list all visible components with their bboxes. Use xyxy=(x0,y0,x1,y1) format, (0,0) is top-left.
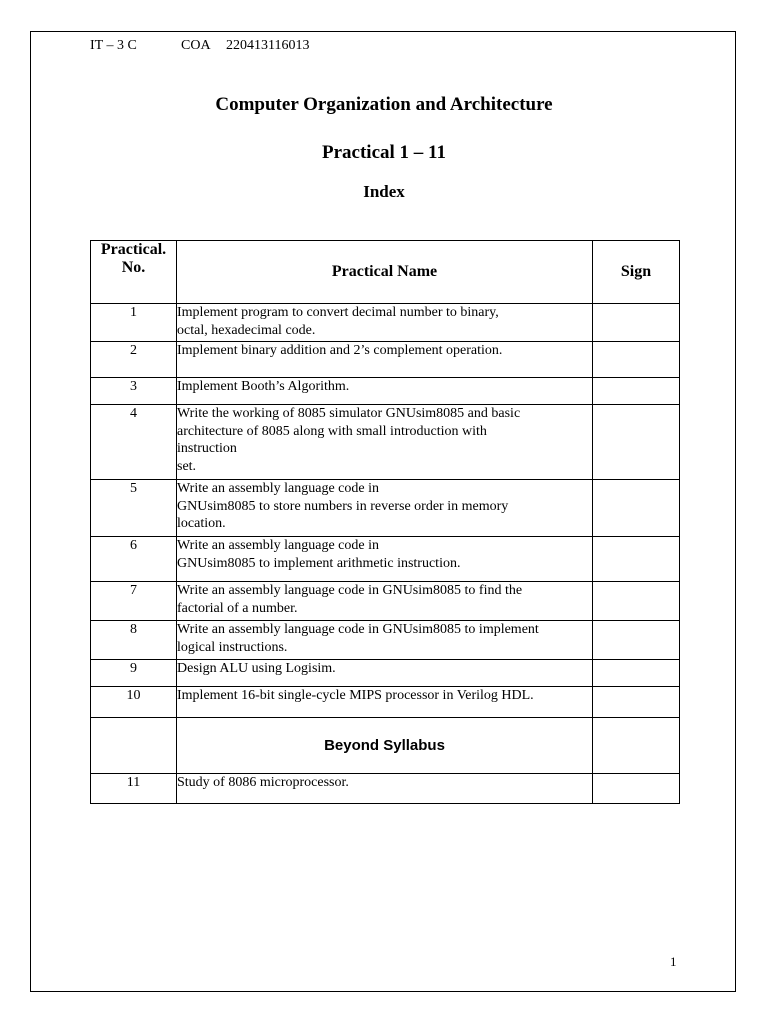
practical-name-line: Implement program to convert decimal number to binary, xyxy=(177,305,499,320)
sign-cell xyxy=(593,378,680,405)
table-row xyxy=(91,405,680,480)
section-row xyxy=(91,718,680,774)
practical-index-table xyxy=(90,240,680,804)
practical-name-line: instruction xyxy=(177,441,237,456)
class-label: IT – 3 C xyxy=(90,38,137,53)
index-title: Index xyxy=(363,182,405,201)
beyond-syllabus-label: Beyond Syllabus xyxy=(177,718,593,774)
practical-name xyxy=(177,687,593,718)
practical-name xyxy=(177,304,593,342)
practical-no: 9 xyxy=(91,660,177,687)
practical-name xyxy=(177,480,593,537)
practical-name xyxy=(177,774,593,804)
practical-name-line: GNUsim8085 to implement arithmetic instruction. xyxy=(177,555,461,571)
table-header-row xyxy=(91,241,680,304)
sign-cell xyxy=(593,774,680,804)
practical-name-line: architecture of 8085 along with small introduction with xyxy=(177,423,487,439)
practical-name-line: Study of 8086 microprocessor. xyxy=(177,775,349,790)
practical-name xyxy=(177,378,593,405)
sign-cell xyxy=(593,621,680,660)
practical-no: 5 xyxy=(91,480,177,537)
table-row xyxy=(91,687,680,718)
practical-range-title: Practical 1 – 11 xyxy=(322,142,446,163)
page-number: 1 xyxy=(670,954,677,969)
practical-no: 11 xyxy=(91,774,177,804)
sign-cell xyxy=(593,537,680,582)
sign-cell xyxy=(593,687,680,718)
practical-no: 7 xyxy=(91,582,177,621)
practical-no: 1 xyxy=(91,304,177,342)
practical-no: 2 xyxy=(91,342,177,378)
practical-name-line: Write the working of 8085 simulator GNUsim8085 and basic xyxy=(177,406,521,421)
table-row xyxy=(91,582,680,621)
practical-name xyxy=(177,660,593,687)
practical-no: 8 xyxy=(91,621,177,660)
sign-cell xyxy=(593,304,680,342)
sign-cell xyxy=(593,718,680,774)
practical-name-line: location. xyxy=(177,516,226,531)
practical-name xyxy=(177,582,593,621)
sign-cell xyxy=(593,582,680,621)
practical-name-line: Implement binary addition and 2’s complement operation. xyxy=(177,343,503,358)
table-row xyxy=(91,621,680,660)
table-row xyxy=(91,342,680,378)
header-sign: Sign xyxy=(593,241,680,304)
sign-cell xyxy=(593,342,680,378)
practical-no: 10 xyxy=(91,687,177,718)
practical-name-line: Implement Booth’s Algorithm. xyxy=(177,379,350,394)
header-no-line1: Practical. xyxy=(100,241,167,258)
header-no-line2: No. xyxy=(121,259,146,276)
sign-cell xyxy=(593,405,680,480)
enrollment-number: 220413116013 xyxy=(226,38,310,53)
practical-name-line: octal, hexadecimal code. xyxy=(177,322,316,338)
practical-name-line: Write an assembly language code in GNUsim8085 to find the xyxy=(177,583,523,598)
practical-name xyxy=(177,342,593,378)
practical-name-line: logical instructions. xyxy=(177,639,288,655)
header-practical-no xyxy=(91,241,177,304)
practical-name-line: Write an assembly language code in GNUsim8085 to implement xyxy=(177,622,539,637)
header-line xyxy=(90,38,309,54)
practical-name-line: Write an assembly language code in xyxy=(177,481,379,496)
practical-name xyxy=(177,405,593,480)
practical-name xyxy=(177,621,593,660)
table-row xyxy=(91,480,680,537)
practical-no: 4 xyxy=(91,405,177,480)
table-row xyxy=(91,537,680,582)
table-row xyxy=(91,304,680,342)
table-row xyxy=(91,660,680,687)
practical-name-line: set. xyxy=(177,458,197,474)
practical-name-line: factorial of a number. xyxy=(177,600,298,616)
practical-no: 6 xyxy=(91,537,177,582)
table-row xyxy=(91,378,680,405)
header-practical-name: Practical Name xyxy=(177,241,593,304)
course-code: COA xyxy=(181,38,211,53)
empty-cell xyxy=(91,718,177,774)
sign-cell xyxy=(593,480,680,537)
practical-name xyxy=(177,537,593,582)
sign-cell xyxy=(593,660,680,687)
practical-no: 3 xyxy=(91,378,177,405)
practical-name-line: Write an assembly language code in xyxy=(177,538,379,553)
practical-name-line: GNUsim8085 to store numbers in reverse order in memory xyxy=(177,498,509,514)
document-title: Computer Organization and Architecture xyxy=(215,94,553,115)
practical-name-line: Design ALU using Logisim. xyxy=(177,661,336,676)
practical-name-line: Implement 16-bit single-cycle MIPS processor in Verilog HDL. xyxy=(177,688,534,703)
table-row xyxy=(91,774,680,804)
